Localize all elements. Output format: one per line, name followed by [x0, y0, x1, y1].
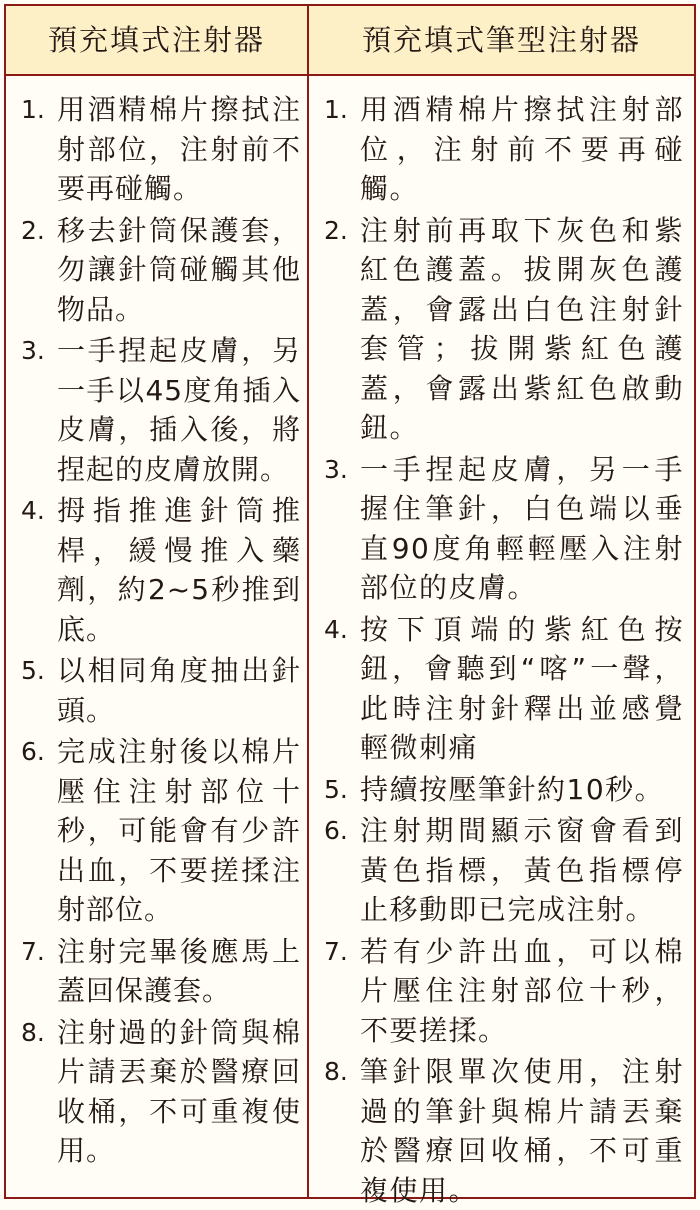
step-number: 6. — [21, 737, 45, 766]
step-item — [21, 651, 301, 730]
step-text: 按下頂端的紫紅色按鈕，會聽到“喀”一聲，此時注射針釋出並感覺輕微刺痛 — [360, 612, 684, 764]
step-text: 筆針限單次使用，注射過的筆針與棉片請丟棄於醫療回收桶，不可重複使用。 — [360, 1055, 684, 1207]
prefilled-pen-column — [324, 76, 684, 1207]
step-item — [21, 211, 301, 330]
step-item — [324, 90, 684, 209]
step-text: 一手捏起皮膚，另一手握住筆針，白色端以垂直90度角輕輕壓入注射部位的皮膚。 — [360, 452, 684, 604]
step-item — [21, 1013, 301, 1171]
step-text: 以相同角度抽出針頭。 — [57, 654, 301, 727]
step-text: 完成注射後以棉片壓住注射部位十秒，可能會有少許出血，不要搓揉注射部位。 — [57, 735, 301, 926]
comparison-table — [4, 4, 696, 1207]
step-text: 移去針筒保護套，勿讓針筒碰觸其他物品。 — [57, 213, 301, 326]
prefilled-syringe-column — [21, 76, 301, 1197]
step-text: 注射前再取下灰色和紫紅色護蓋。拔開灰色護蓋，會露出白色注射針套管；拔開紫紅色護蓋，會露出紫紅色啟動鈕。 — [360, 213, 684, 444]
step-number: 4. — [21, 496, 45, 525]
step-number: 8. — [21, 1017, 45, 1047]
step-number: 1. — [21, 95, 45, 124]
prefilled-syringe-steps — [21, 76, 301, 1171]
step-item — [324, 211, 684, 448]
prefilled-pen-steps — [324, 76, 684, 1210]
prefilled-pen-title: 預充填式筆型注射器 — [361, 23, 641, 57]
step-number: 4. — [324, 614, 348, 644]
step-number: 5. — [324, 774, 348, 804]
step-number: 6. — [324, 816, 348, 845]
step-number: 3. — [21, 336, 45, 365]
prefilled-syringe-title: 預充填式注射器 — [47, 23, 265, 57]
step-text: 若有少許出血，可以棉片壓住注射部位十秒，不要搓揉。 — [360, 934, 684, 1047]
step-item — [324, 1052, 684, 1210]
step-text: 注射完畢後應馬上蓋回保護套。 — [57, 934, 301, 1007]
step-number: 3. — [324, 454, 348, 484]
step-text: 注射期間顯示窗會看到黃色指標，黃色指標停止移動即已完成注射。 — [360, 814, 684, 926]
step-number: 2. — [324, 215, 348, 245]
step-item — [324, 811, 684, 930]
step-number: 1. — [324, 95, 348, 124]
step-text: 拇指推進針筒推桿，緩慢推入藥劑，約2~5秒推到底。 — [57, 494, 301, 646]
step-item — [324, 770, 684, 810]
step-text: 用酒精棉片擦拭注射部位，注射前不要再碰觸。 — [57, 93, 301, 205]
step-text: 用酒精棉片擦拭注射部位，注射前不要再碰觸。 — [360, 93, 684, 205]
step-text: 注射過的針筒與棉片請丟棄於醫療回收桶，不可重複使用。 — [57, 1015, 301, 1167]
step-item — [324, 932, 684, 1051]
step-item — [21, 90, 301, 209]
step-item — [21, 491, 301, 649]
step-item — [21, 732, 301, 930]
step-number: 8. — [324, 1057, 348, 1086]
table-header — [6, 6, 694, 76]
step-item — [21, 932, 301, 1011]
step-item — [324, 610, 684, 768]
step-number: 5. — [21, 656, 45, 685]
step-number: 7. — [21, 936, 45, 966]
step-text: 持續按壓筆針約10秒。 — [360, 772, 665, 806]
step-item — [21, 331, 301, 489]
step-text: 一手捏起皮膚，另一手以45度角插入皮膚，插入後，將捏起的皮膚放開。 — [57, 334, 301, 486]
step-number: 2. — [21, 215, 45, 245]
step-item — [324, 450, 684, 608]
column-divider — [307, 6, 309, 1197]
step-number: 7. — [324, 936, 348, 966]
